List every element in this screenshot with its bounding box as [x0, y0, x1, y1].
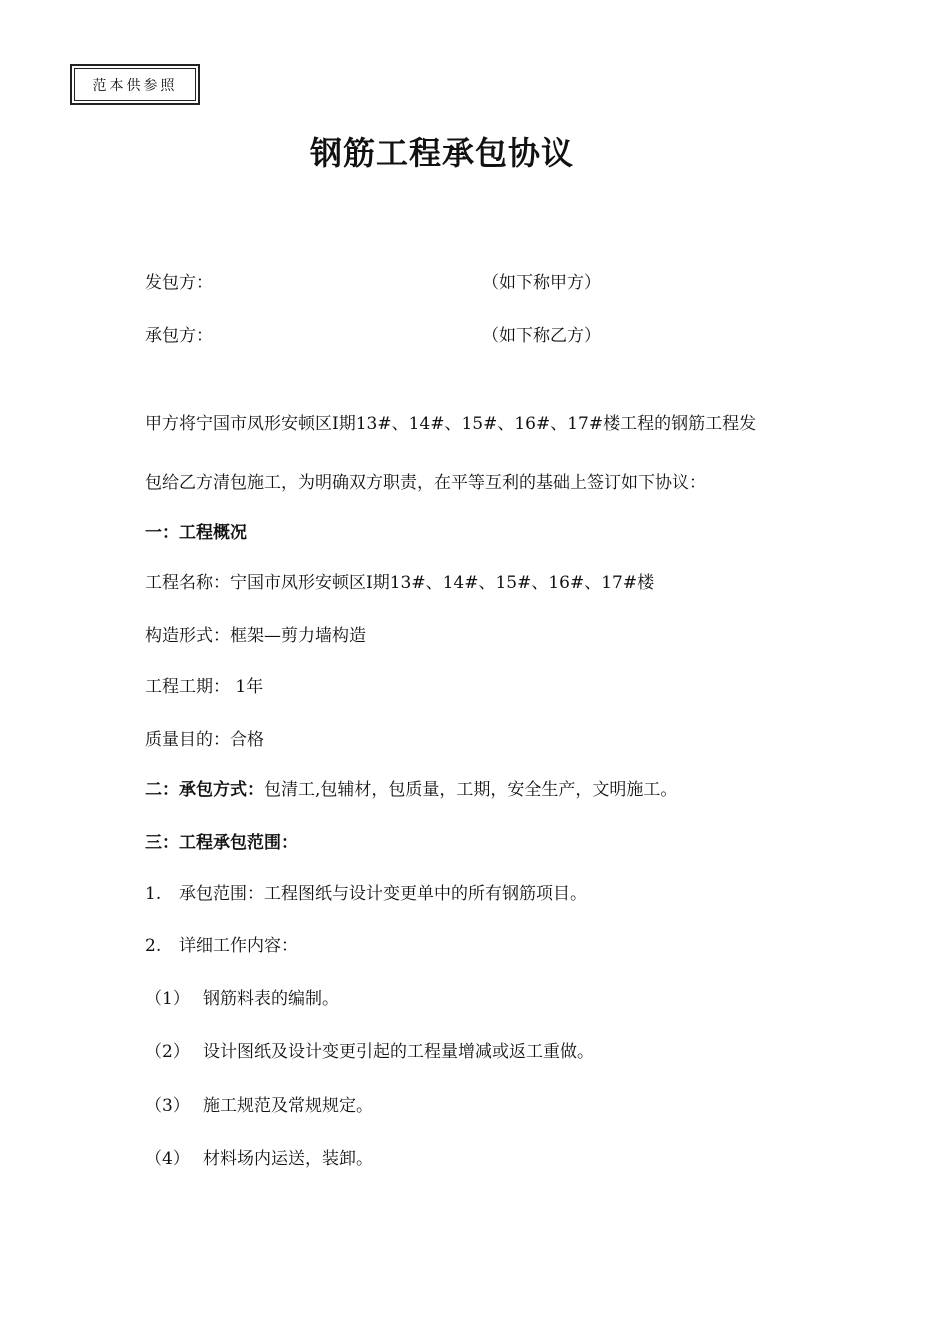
- item-number: 1.: [145, 884, 162, 904]
- subitem-number: （2）: [145, 1042, 190, 1062]
- employer-line: [145, 272, 601, 294]
- work-subitem-1: [145, 988, 339, 1010]
- subitem-number: （3）: [145, 1096, 190, 1116]
- contractor-label: 承包方：: [145, 326, 213, 346]
- subitem-number: （4）: [145, 1149, 190, 1169]
- stamp-text: 范本供参照: [74, 68, 196, 101]
- work-subitem-2: [145, 1041, 594, 1063]
- subitem-number: （1）: [145, 989, 190, 1009]
- contractor-line: [145, 325, 601, 347]
- contractor-note: （如下称乙方）: [482, 326, 601, 346]
- work-subitem-4: [145, 1148, 373, 1170]
- subitem-text: 施工规范及常规规定。: [203, 1096, 373, 1116]
- section3-heading: 三：工程承包范围：: [145, 833, 298, 853]
- employer-note: （如下称甲方）: [482, 273, 601, 293]
- subitem-text: 材料场内运送，装卸。: [203, 1149, 373, 1169]
- employer-label: 发包方：: [145, 273, 213, 293]
- scope-item-1: [145, 883, 587, 905]
- reference-stamp: [70, 64, 200, 105]
- structure-type: 构造形式：框架—剪力墙构造: [145, 626, 366, 646]
- section1-heading: 一：工程概况: [145, 523, 247, 543]
- item-text: 承包范围：工程图纸与设计变更单中的所有钢筋项目。: [179, 884, 587, 904]
- project-duration: 工程工期： 1年: [145, 677, 264, 697]
- work-subitem-3: [145, 1095, 373, 1117]
- item-number: 2.: [145, 936, 162, 956]
- section2-line: [145, 779, 677, 801]
- intro-line-1: 甲方将宁国市凤形安顿区Ⅰ期13#、14#、15#、16#、17#楼工程的钢筋工程发: [145, 414, 757, 434]
- intro-line-2: 包给乙方清包施工，为明确双方职责，在平等互利的基础上签订如下协议：: [145, 473, 706, 493]
- project-name: 工程名称：宁国市凤形安顿区Ⅰ期13#、14#、15#、16#、17#楼: [145, 573, 655, 593]
- subitem-text: 钢筋料表的编制。: [203, 989, 339, 1009]
- subitem-text: 设计图纸及设计变更引起的工程量增减或返工重做。: [203, 1042, 594, 1062]
- item-text: 详细工作内容：: [179, 936, 298, 956]
- document-title: 钢筋工程承包协议: [309, 134, 574, 172]
- section2-text: 包清工,包辅材，包质量，工期，安全生产，文明施工。: [264, 780, 678, 800]
- section2-heading: 二：承包方式：: [145, 780, 264, 800]
- scope-item-2: [145, 935, 298, 957]
- quality-target: 质量目的：合格: [145, 730, 264, 750]
